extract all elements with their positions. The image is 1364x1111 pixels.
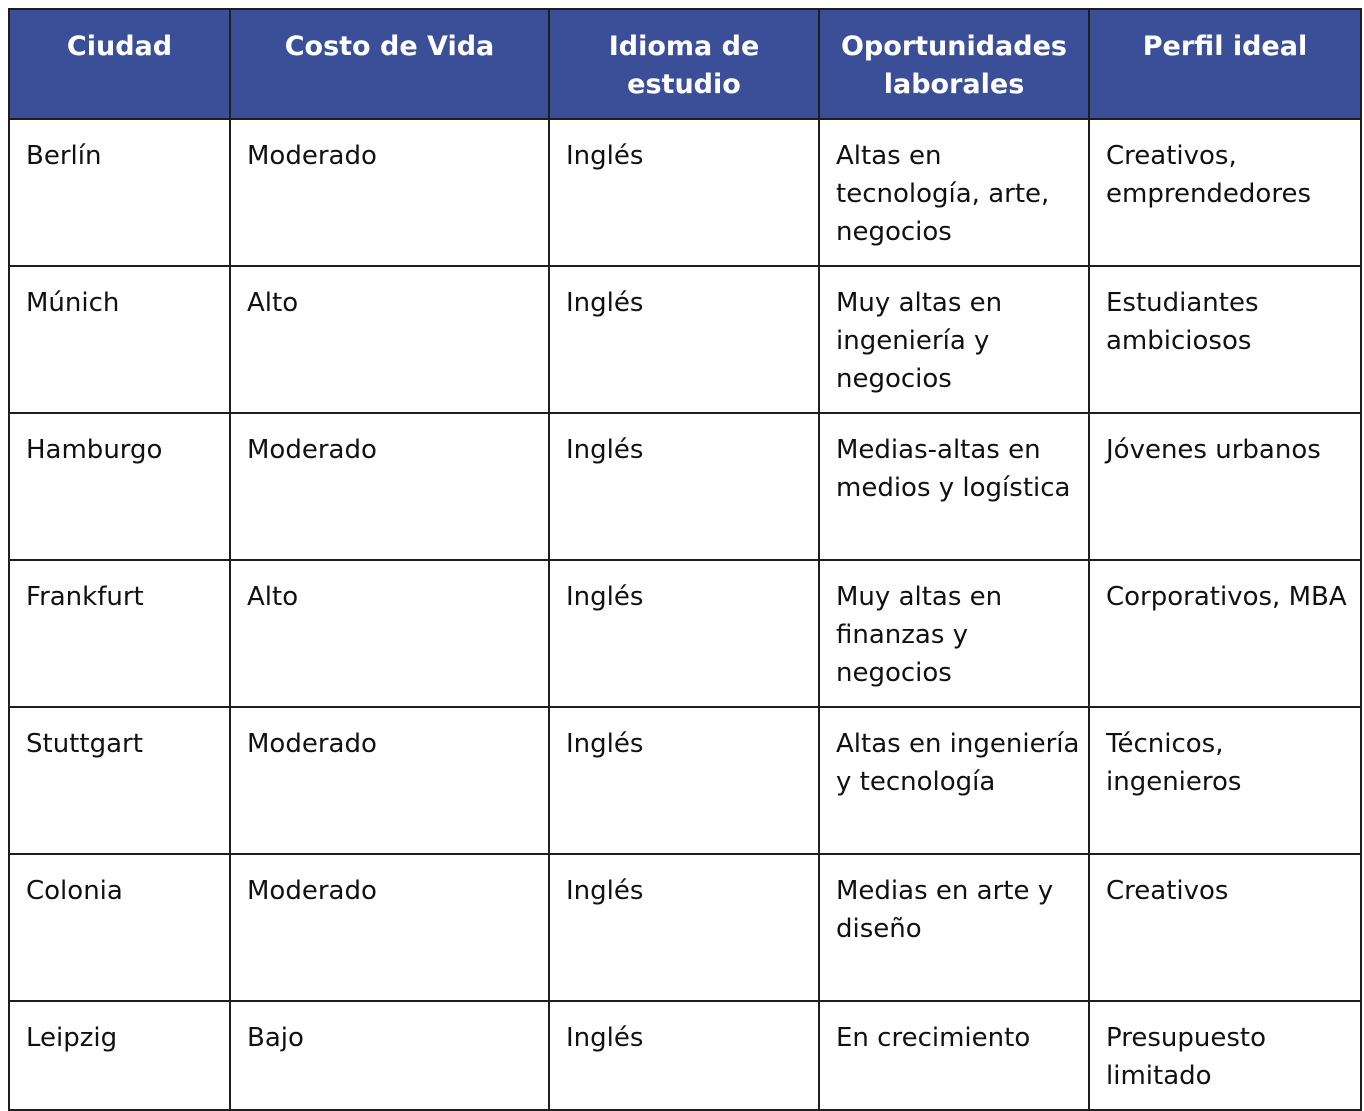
table-body (9, 119, 1361, 1110)
cell-idioma: Inglés (549, 707, 819, 854)
cell-oportunidades: Altas en tecnología, arte, negocios (819, 119, 1089, 266)
cell-costo-de-vida: Alto (230, 266, 549, 413)
cell-costo-de-vida: Moderado (230, 119, 549, 266)
table-row (9, 707, 1361, 854)
cell-ciudad: Hamburgo (9, 413, 230, 560)
cell-ciudad: Frankfurt (9, 560, 230, 707)
cell-costo-de-vida: Bajo (230, 1001, 549, 1110)
table-row (9, 854, 1361, 1001)
cell-costo-de-vida: Alto (230, 560, 549, 707)
cell-ciudad: Stuttgart (9, 707, 230, 854)
cell-idioma: Inglés (549, 854, 819, 1001)
cell-perfil: Creativos, emprendedores (1089, 119, 1361, 266)
cell-perfil: Técnicos, ingenieros (1089, 707, 1361, 854)
cell-oportunidades: Altas en ingeniería y tecnología (819, 707, 1089, 854)
cell-ciudad: Leipzig (9, 1001, 230, 1110)
cell-perfil: Creativos (1089, 854, 1361, 1001)
cell-oportunidades: Medias en arte y diseño (819, 854, 1089, 1001)
cell-perfil: Estudiantes ambiciosos (1089, 266, 1361, 413)
cell-ciudad: Colonia (9, 854, 230, 1001)
cell-ciudad: Múnich (9, 266, 230, 413)
table-row (9, 413, 1361, 560)
cities-comparison-table (8, 8, 1362, 1111)
cell-perfil: Corporativos, MBA (1089, 560, 1361, 707)
cell-costo-de-vida: Moderado (230, 413, 549, 560)
cell-idioma: Inglés (549, 266, 819, 413)
cell-idioma: Inglés (549, 560, 819, 707)
header-ciudad: Ciudad (9, 9, 230, 119)
cell-idioma: Inglés (549, 413, 819, 560)
table-row (9, 560, 1361, 707)
cell-costo-de-vida: Moderado (230, 854, 549, 1001)
cell-ciudad: Berlín (9, 119, 230, 266)
table-row (9, 1001, 1361, 1110)
cell-perfil: Jóvenes urbanos (1089, 413, 1361, 560)
cell-idioma: Inglés (549, 1001, 819, 1110)
cell-perfil: Presupuesto limitado (1089, 1001, 1361, 1110)
cell-oportunidades: Medias-altas en medios y logística (819, 413, 1089, 560)
header-perfil-ideal: Perfil ideal (1089, 9, 1361, 119)
cell-oportunidades: Muy altas en finanzas y negocios (819, 560, 1089, 707)
cell-idioma: Inglés (549, 119, 819, 266)
cell-oportunidades: En crecimiento (819, 1001, 1089, 1110)
cell-oportunidades: Muy altas en ingeniería y negocios (819, 266, 1089, 413)
header-oportunidades-laborales: Oportunidades laborales (819, 9, 1089, 119)
table-row (9, 119, 1361, 266)
header-costo-de-vida: Costo de Vida (230, 9, 549, 119)
cell-costo-de-vida: Moderado (230, 707, 549, 854)
header-idioma-de-estudio: Idioma de estudio (549, 9, 819, 119)
header-row (9, 9, 1361, 119)
table-row (9, 266, 1361, 413)
table-header (9, 9, 1361, 119)
